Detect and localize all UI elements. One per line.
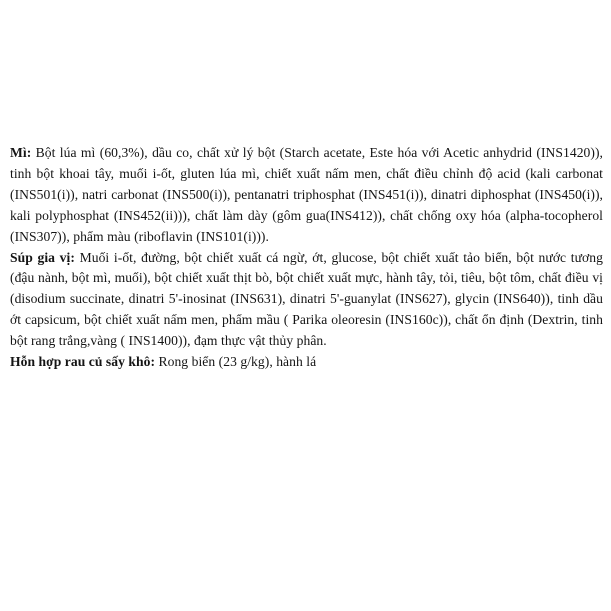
dried-vegetables-paragraph [10, 352, 603, 373]
seasoning-label: Súp gia vị: [10, 249, 75, 265]
seasoning-ingredients-paragraph [10, 248, 603, 353]
dried-vegetables-text: Rong biển (23 g/kg), hành lá [155, 354, 317, 370]
noodle-ingredients-text: Bột lúa mì (60,3%), dầu co, chất xử lý bột (Starch acetate, Este hóa với Acetic anhydrid (INS1420)), tinh bột khoai tây, muối i-ốt, gluten lúa mì, chiết xuất nấm men, chất điều chỉnh độ acid (kali carbonat (INS501(i)), natri carbonat (INS500(i)), pentanatri triphosphat (INS451(i)), dinatri diphosphat (INS450(i)), kali polyphosphat (INS452(ii))), chất làm dày (gôm gua(INS412)), chất chống oxy hóa (alpha-tocopherol (INS307)), phẩm màu (riboflavin (INS101(i))). [10, 145, 603, 244]
dried-vegetables-label: Hỗn hợp rau củ sấy khô: [10, 354, 156, 370]
ingredients-document [10, 143, 603, 373]
noodle-label: Mì: [10, 145, 32, 160]
seasoning-ingredients-text: Muối i-ốt, đường, bột chiết xuất cá ngừ, ớt, glucose, bột chiết xuất tảo biển, bột nước tương (đậu nành, bột mì, muối), bột chiết xuất thịt bò, bột chiết xuất mực, hành tây, tỏi, tiêu, bột tôm, chất điều vị (disodium succinate, dinatri 5'-inosinat (INS631), dinatri 5'-guanylat (INS627), glycin (INS640)), tinh dầu ớt capsicum, bột chiết xuất nấm men, phẩm mầu ( Parika oleoresin (INS160c)), chất ổn định (Dextrin, tinh bột rang trắng,vàng ( INS1400)), đạm thực vật thủy phân. [10, 249, 603, 349]
noodle-ingredients-paragraph [10, 143, 603, 248]
